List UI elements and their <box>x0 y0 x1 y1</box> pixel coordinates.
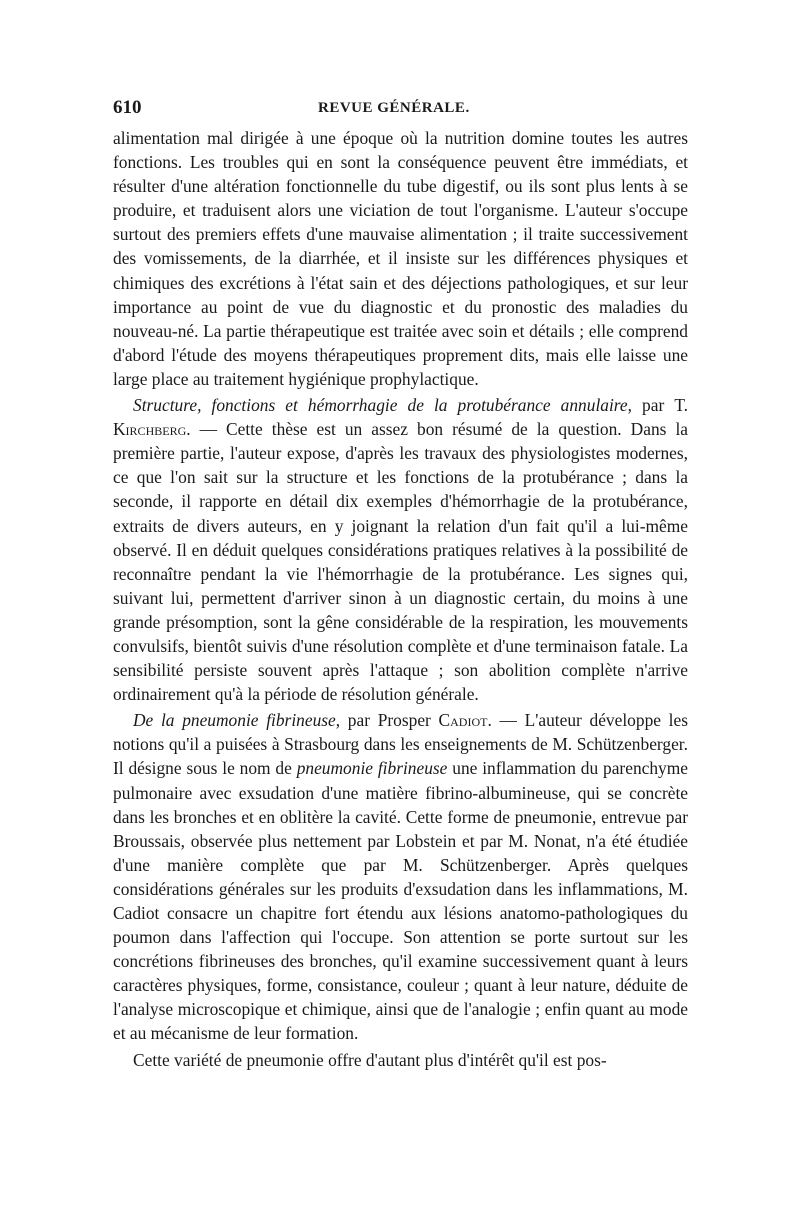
running-title: REVUE GÉNÉRALE. <box>318 100 470 116</box>
paragraph-text: Cette variété de pneumonie offre d'autant plus d'intérêt qu'il est pos- <box>133 1049 607 1070</box>
page-header <box>113 96 688 120</box>
paragraph-continued <box>113 1048 688 1072</box>
paragraph-kirchberg-review <box>113 393 688 706</box>
paragraph-text: . — Cette thèse est un assez bon résumé de la question. Dans la première partie, l'auteur expose, d'après les travaux des physiologistes modernes, ce que l'on sait sur la structure et les fonctions de la protubérance ; dans la seconde, il rapporte en détail dix exemples d'hémorrhagie de la protubérance, extraits de divers auteurs, en y joignant la relation d'un fait qu'il a lui-même observé. Il en déduit quelques considérations pratiques relatives à la possibilité de reconnaître pendant la vie l'hémorrhagie de la protubérance. Les signes qui, suivant lui, permettent d'arriver sinon à un diagnostic certain, du moins à une grande présomption, sont la gêne considérable de la respiration, les mouvements convulsifs, bientôt suivis d'une résolution complète et d'une terminaison fatale. La sensibilité persiste souvent après l'attaque ; son abolition complète n'arrive ordinairement qu'à la période de résolution générale. <box>113 419 688 705</box>
title-separator: , par <box>627 395 675 416</box>
paragraph-continuation <box>113 126 688 391</box>
thesis-title: De la pneumonie fibrineuse <box>133 710 336 731</box>
italic-term: pneumonie fibrineuse <box>296 758 448 779</box>
paragraph-cadiot-review <box>113 708 688 1045</box>
title-separator: , par Prosper <box>335 710 439 731</box>
paragraph-text: alimentation mal dirigée à une époque où la nutrition domine toutes les autres fonctions. Les troubles qui en sont la conséquence peuvent être immédiats, et résulter d'une altération fonctionnelle du tube digestif, ou ils sont plus lents à se produire, et traduisent alors une viciation de tout l'organisme. L'auteur s'occupe surtout des premiers effets d'une mauvaise alimentation ; il traite successivement des vomissements, de la diarrhée, et il insiste sur les différences physiques et chimiques des excrétions à l'état sain et des déjections pathologiques, et sur leur importance au point de vue du diagnostic et du pronostic des maladies du nouveau-né. La partie thérapeutique est traitée avec soin et détails ; elle comprend d'abord l'étude des moyens thérapeutiques proprement dits, mais elle laisse une large place au traitement hygiénique prophylactique. <box>113 128 688 389</box>
body-text <box>113 126 688 1072</box>
paragraph-text-intro: . — L'auteur développe les notions qu'il a puisées à Strasbourg dans les enseignements de M. Schützenberger. Il désigne sous le nom de <box>113 710 688 779</box>
page <box>113 96 688 1072</box>
author-name: T. Kirchberg <box>113 395 688 440</box>
author-name: Cadiot <box>438 710 488 731</box>
thesis-title: Structure, fonctions et hémorrhagie de la protubérance annulaire <box>133 395 628 416</box>
page-number: 610 <box>113 97 142 118</box>
paragraph-text: une inflammation du parenchyme pulmonaire avec exsudation d'une matière fibrino-albumineuse, qui se concrète dans les bronches et en oblitère la cavité. Cette forme de pneumonie, entrevue par Broussais, observée plus nettement par Lobstein et par M. Nonat, n'a été étudiée d'une manière complète que par M. Schützenberger. Après quelques considérations générales sur les produits d'exsudation dans les inflammations, M. Cadiot consacre un chapitre fort étendu aux lésions anatomo-pathologiques du poumon dans l'affection qui l'occupe. Son attention se porte surtout sur les concrétions fibrineuses des bronches, qu'il examine successivement quant à leurs caractères physiques, forme, consistance, couleur ; quant à leur nature, déduite de l'analyse microscopique et chimique, ainsi que de l'analogie ; enfin quant au mode et au mécanisme de leur formation. <box>113 758 688 1044</box>
